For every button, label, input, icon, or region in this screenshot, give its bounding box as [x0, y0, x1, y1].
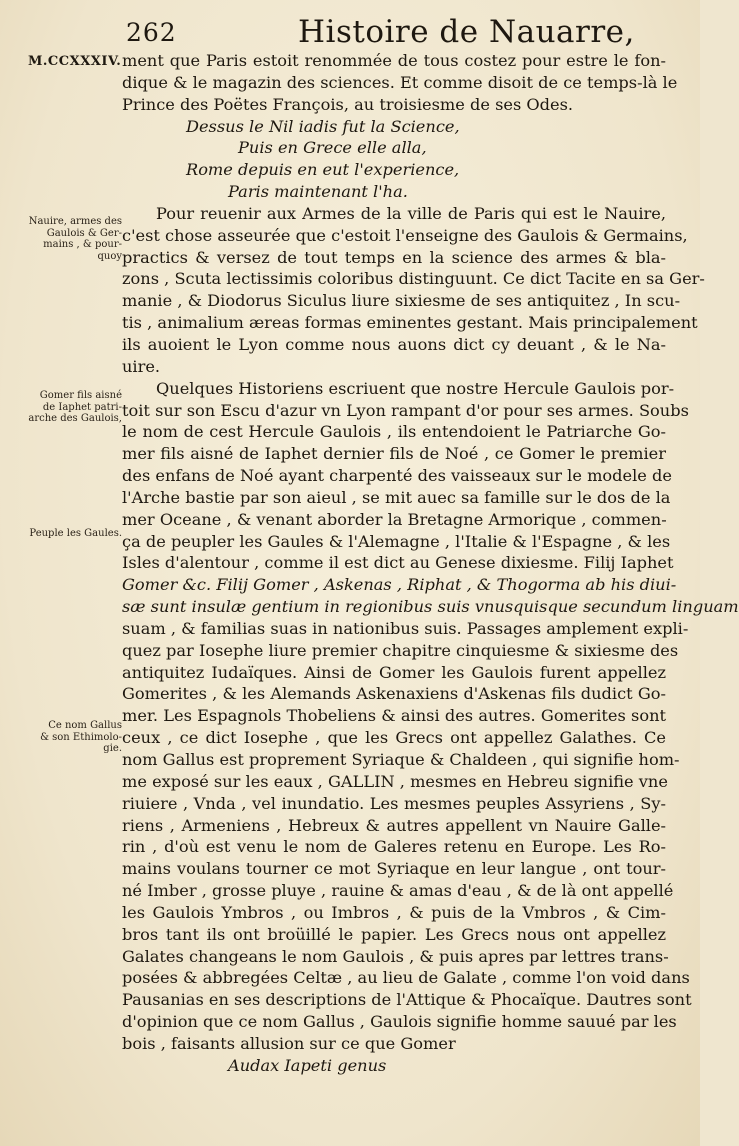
- margin-note-line: Nauire, armes des: [28, 216, 122, 227]
- page-number: 262: [126, 18, 177, 47]
- verse-line: Puis en Grece elle alla,: [238, 138, 427, 158]
- paragraph-1: [122, 50, 678, 116]
- text-line: riuiere , Vnda , vel inundatio. Les mesmes peuples Assyriens , Sy-: [122, 793, 666, 813]
- margin-note-line: Ce nom Gallus: [48, 720, 122, 731]
- margin-note-line: Gomer fils aisné: [39, 390, 122, 401]
- text-line: toit sur son Escu d'azur vn Lyon rampant d'or pour ses armes. Soubs: [122, 400, 689, 420]
- margin-note-line: Peuple les Gaules.: [29, 528, 122, 539]
- text-line: riens , Armeniens , Hebreux & autres appellent vn Nauire Galle-: [122, 815, 666, 835]
- margin-note-peuple: [14, 528, 122, 540]
- text-line: sæ sunt insulæ gentium in regionibus suis vnusquisque secundum linguam: [122, 597, 739, 617]
- verse-line: Audax Iapeti genus: [228, 1055, 387, 1075]
- text-line: Gomerites , & les Alemands Askenaxiens d'Askenas fils dudict Go-: [122, 684, 666, 704]
- text-line: l'Arche bastie par son aieul , se mit auec sa famille sur le dos de la: [122, 487, 671, 507]
- text-line: quez par Iosephe liure premier chapitre cinquiesme & sixiesme des: [122, 640, 679, 660]
- text-line: Quelques Historiens escriuent que nostre Hercule Gaulois por-: [156, 378, 675, 398]
- margin-note-line: quoy: [97, 250, 122, 262]
- text-line: les Gaulois Ymbros , ou Imbros , & puis de la Vmbros , & Cim-: [122, 902, 666, 922]
- text-line: Pausanias en ses descriptions de l'Attique & Phocaïque. Dautres sont: [122, 990, 692, 1010]
- running-title: Histoire de Nauarre,: [298, 14, 635, 50]
- text-line: né Imber , grosse pluye , rauine & amas d'eau , & de là ont appellé: [122, 881, 674, 901]
- margin-note-line: Gaulois & Ger-: [46, 227, 122, 239]
- text-line: Prince des Poëtes François, au troisiesme de ses Odes.: [122, 94, 574, 114]
- text-line: nom Gallus est proprement Syriaque & Chaldeen , qui signifie hom-: [122, 750, 680, 769]
- text-line: bros tant ils ont broüillé le papier. Les Grecs nous ont appellez: [122, 924, 666, 944]
- text-line: dique & le magazin des sciences. Et comme disoit de ce temps-là le: [122, 72, 678, 92]
- year-margin-label: M.CCXXXIV.: [28, 54, 122, 69]
- verse-line: Paris maintenant l'ha.: [228, 182, 408, 202]
- text-line: des enfans de Noé ayant charpenté des vaisseaux sur le modele de: [122, 466, 672, 486]
- text-line: mer fils aisné de Iaphet dernier fils de Noé , ce Gomer le premier: [122, 444, 666, 464]
- margin-note-line: de Iaphet patri-: [42, 401, 122, 413]
- margin-note-gomer: [14, 390, 122, 425]
- text-line: manie , & Diodorus Siculus liure sixiesme de ses antiquitez , In scu-: [122, 291, 681, 311]
- verse-line: Rome depuis en eut l'experience,: [186, 160, 460, 180]
- text-line: zons , Scuta lectissimis coloribus distinguunt. Ce dict Tacite en sa Ger-: [122, 269, 705, 289]
- text-line: tis , animalium æreas formas eminentes gestant. Mais principalement: [122, 313, 698, 333]
- main-text: [122, 50, 739, 1077]
- text-line: ment que Paris estoit renommée de tous costez pour estre le fon-: [122, 51, 666, 70]
- margin-note-line: arche des Gaulois,: [28, 413, 122, 424]
- text-line: Isles d'alentour , comme il est dict au Genese dixiesme. Filij Iaphet: [122, 553, 674, 573]
- verse-line: Dessus le Nil iadis fut la Science,: [186, 116, 460, 136]
- text-line: d'opinion que ce nom Gallus , Gaulois signifie homme sauué par les: [122, 1012, 677, 1032]
- text-line: Gomer &c. Filij Gomer , Askenas , Riphat , & Thogorma ab his diui-: [122, 575, 677, 595]
- margin-note-gallus: [14, 720, 122, 755]
- margin-note-nauire: [14, 216, 122, 262]
- text-line: me exposé sur les eaux , GALLIN , mesmes en Hebreu signifie vne: [122, 771, 668, 791]
- margin-note-line: & son Ethimolo-: [40, 731, 122, 743]
- text-line: rin , d'où est venu le nom de Galeres retenu en Europe. Les Ro-: [122, 837, 666, 857]
- text-line: uire.: [122, 356, 161, 376]
- margin-note-line: mains , & pour-: [43, 239, 122, 250]
- verse-block-1: [122, 116, 666, 203]
- text-line: c'est chose asseurée que c'estoit l'enseigne des Gaulois & Germains,: [122, 225, 688, 245]
- text-line: suam , & familias suas in nationibus suis. Passages amplement expli-: [122, 618, 689, 638]
- paragraph-2: [122, 203, 705, 378]
- text-line: Pour reuenir aux Armes de la ville de Paris qui est le Nauire,: [156, 203, 666, 223]
- text-line: ceux , ce dict Iosephe , que les Grecs ont appellez Galathes. Ce: [122, 728, 666, 748]
- text-line: practics & versez de tout temps en la science des armes & bla-: [122, 247, 666, 267]
- text-line: antiquitez Iudaïques. Ainsi de Gomer les Gaulois furent appellez: [122, 662, 666, 682]
- text-line: ils auoient le Lyon comme nous auons dict cy deuant , & le Na-: [122, 334, 666, 354]
- text-line: mains voulans tourner ce mot Syriaque en leur langue , ont tour-: [122, 859, 666, 879]
- text-line: mer Oceane , & venant aborder la Bretagne Armorique , commen-: [122, 509, 667, 529]
- text-line: Galates changeans le nom Gaulois , & puis apres par lettres trans-: [122, 946, 669, 966]
- text-line: le nom de cest Hercule Gaulois , ils entendoient le Patriarche Go-: [122, 422, 666, 442]
- text-line: mer. Les Espagnols Thobeliens & ainsi des autres. Gomerites sont: [122, 706, 666, 726]
- text-line: ça de peupler les Gaules & l'Alemagne , l'Italie & l'Espagne , & les: [122, 531, 671, 551]
- text-line: posées & abbregées Celtæ , au lieu de Galate , comme l'on void dans: [122, 968, 690, 988]
- margin-note-line: gie.: [103, 743, 122, 754]
- text-line: bois , faisants allusion sur ce que Gomer: [122, 1033, 456, 1053]
- paragraph-3: [122, 378, 739, 1055]
